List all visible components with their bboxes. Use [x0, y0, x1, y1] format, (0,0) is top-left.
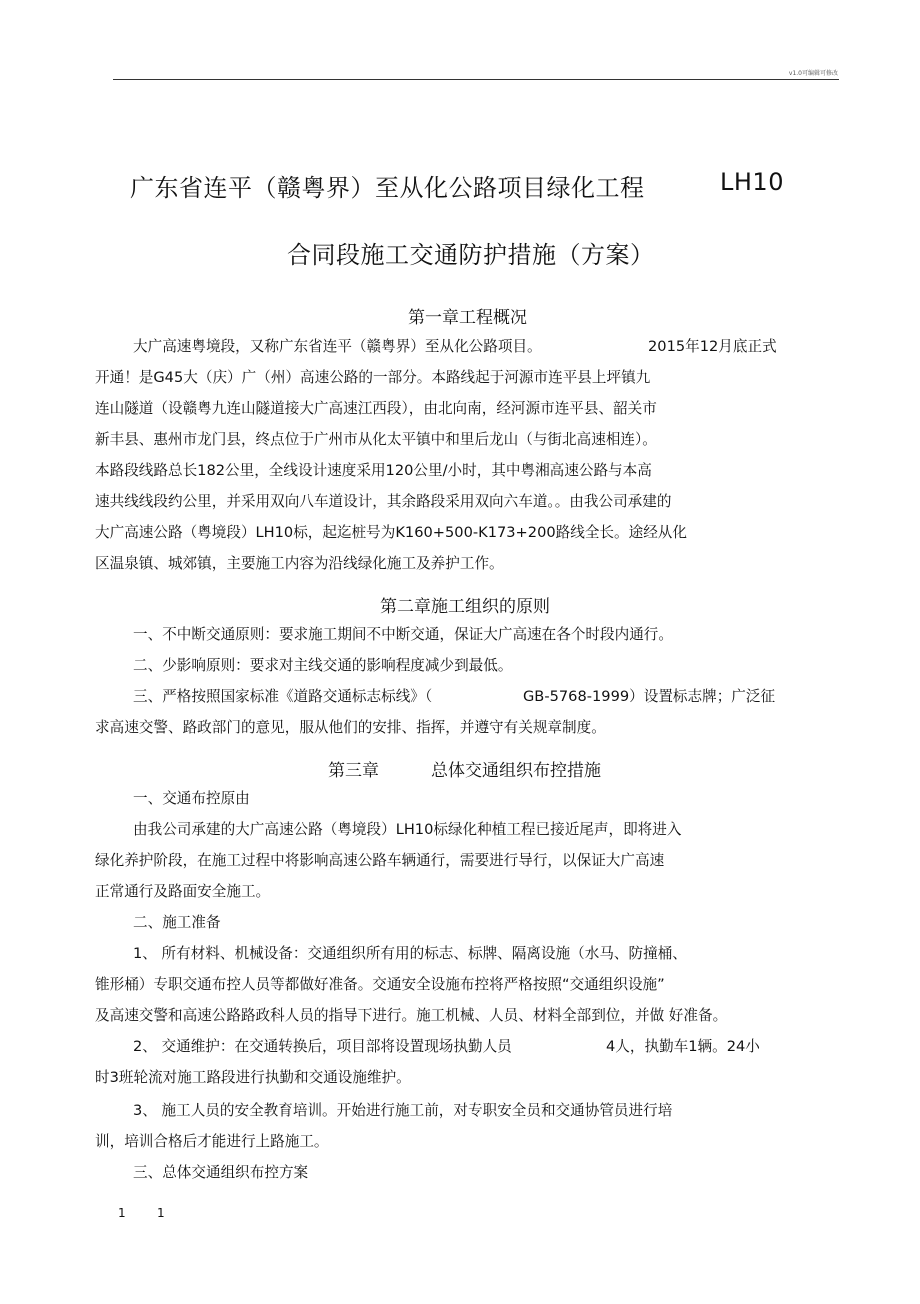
- chapter1-line: 开通！是G45大（庆）广（州）高速公路的一部分。本路线起于河源市连平县上坪镇九: [95, 369, 651, 386]
- chapter3-line: 正常通行及路面安全施工。: [95, 883, 271, 900]
- chapter2-line-tail: GB-5768-1999）设置标志牌；广泛征: [523, 688, 776, 705]
- chapter3-line: 绿化养护阶段，在施工过程中将影响高速公路车辆通行，需要进行导行，以保证大广高速: [95, 852, 665, 869]
- chapter3-heading-num: 第三章: [328, 761, 379, 781]
- chapter1-line: 连山隧道（设赣粤九连山隧道接大广高速江西段），由北向南，经河源市连平县、韶关市: [95, 400, 657, 417]
- chapter3-line: 二、施工准备: [133, 914, 221, 931]
- chapter3-line: 一、交通布控原由: [133, 790, 250, 807]
- chapter1-line: 区温泉镇、城郊镇，主要施工内容为沿线绿化施工及养护工作。: [95, 555, 504, 572]
- chapter1-line: 大广高速公路（粤境段）LH10标，起迄桩号为K160+500-K173+200路线全长。途经从化: [95, 524, 687, 541]
- chapter3-line: 及高速交警和高速公路路政科人员的指导下进行。施工机械、人员、材料全部到位，并做 好准备。: [95, 1007, 728, 1024]
- page-number-right: 1: [157, 1206, 165, 1220]
- page-number-left: 1: [118, 1206, 126, 1220]
- chapter3-line: 3、 施工人员的安全教育培训。开始进行施工前，对专职安全员和交通协管员进行培: [133, 1102, 673, 1119]
- chapter3-line: 时3班轮流对施工路段进行执勤和交通设施维护。: [95, 1069, 411, 1086]
- header-note: v1.0可编辑可修改: [788, 70, 838, 77]
- chapter1-line: 本路段线路总长182公里，全线设计速度采用120公里/小时，其中粤湘高速公路与本高: [95, 462, 652, 479]
- chapter3-line: 1、 所有材料、机械设备：交通组织所有用的标志、标牌、隔离设施（水马、防撞桶、: [133, 945, 687, 962]
- chapter1-line: 大广高速粤境段，又称广东省连平（赣粤界）至从化公路项目。: [133, 338, 542, 355]
- chapter3-heading-title: 总体交通组织布控措施: [431, 761, 601, 781]
- chapter3-line: 锥形桶）专职交通布控人员等都做好准备。交通安全设施布控将严格按照“交通组织设施”: [95, 976, 665, 993]
- document-title-line1: 广东省连平（赣粤界）至从化公路项目绿化工程: [130, 174, 645, 202]
- chapter3-line: 训，培训合格后才能进行上路施工。: [95, 1133, 329, 1150]
- chapter3-line-tail: 4人，执勤车1辆。24小: [606, 1038, 760, 1055]
- chapter1-line-tail: 2015年12月底正式: [648, 338, 777, 355]
- document-title-line2: 合同段施工交通防护措施（方案）: [287, 241, 655, 269]
- chapter3-line: 由我公司承建的大广高速公路（粤境段）LH10标绿化种植工程已接近尾声，即将进入: [133, 821, 682, 838]
- chapter2-line: 二、少影响原则：要求对主线交通的影响程度减少到最低。: [133, 657, 513, 674]
- document-title-code: LH10: [720, 168, 784, 196]
- chapter1-line: 速共线线段约公里，并采用双向八车道设计，其余路段采用双向六车道。。由我公司承建的: [95, 493, 672, 510]
- chapter3-line: 三、总体交通组织布控方案: [133, 1164, 309, 1181]
- chapter2-line: 三、严格按照国家标准《道路交通标志标线》（: [133, 688, 433, 705]
- chapter2-line: 求高速交警、路政部门的意见，服从他们的安排、指挥，并遵守有关规章制度。: [95, 719, 606, 736]
- chapter2-heading: 第二章施工组织的原则: [380, 597, 550, 617]
- header-rule: [113, 79, 839, 80]
- chapter1-line: 新丰县、惠州市龙门县，终点位于广州市从化太平镇中和里后龙山（与街北高速相连）。: [95, 431, 657, 448]
- chapter3-line: 2、 交通维护：在交通转换后，项目部将设置现场执勤人员: [133, 1038, 512, 1055]
- chapter2-line: 一、不中断交通原则：要求施工期间不中断交通，保证大广高速在各个时段内通行。: [133, 626, 673, 643]
- chapter1-heading: 第一章工程概况: [408, 308, 527, 328]
